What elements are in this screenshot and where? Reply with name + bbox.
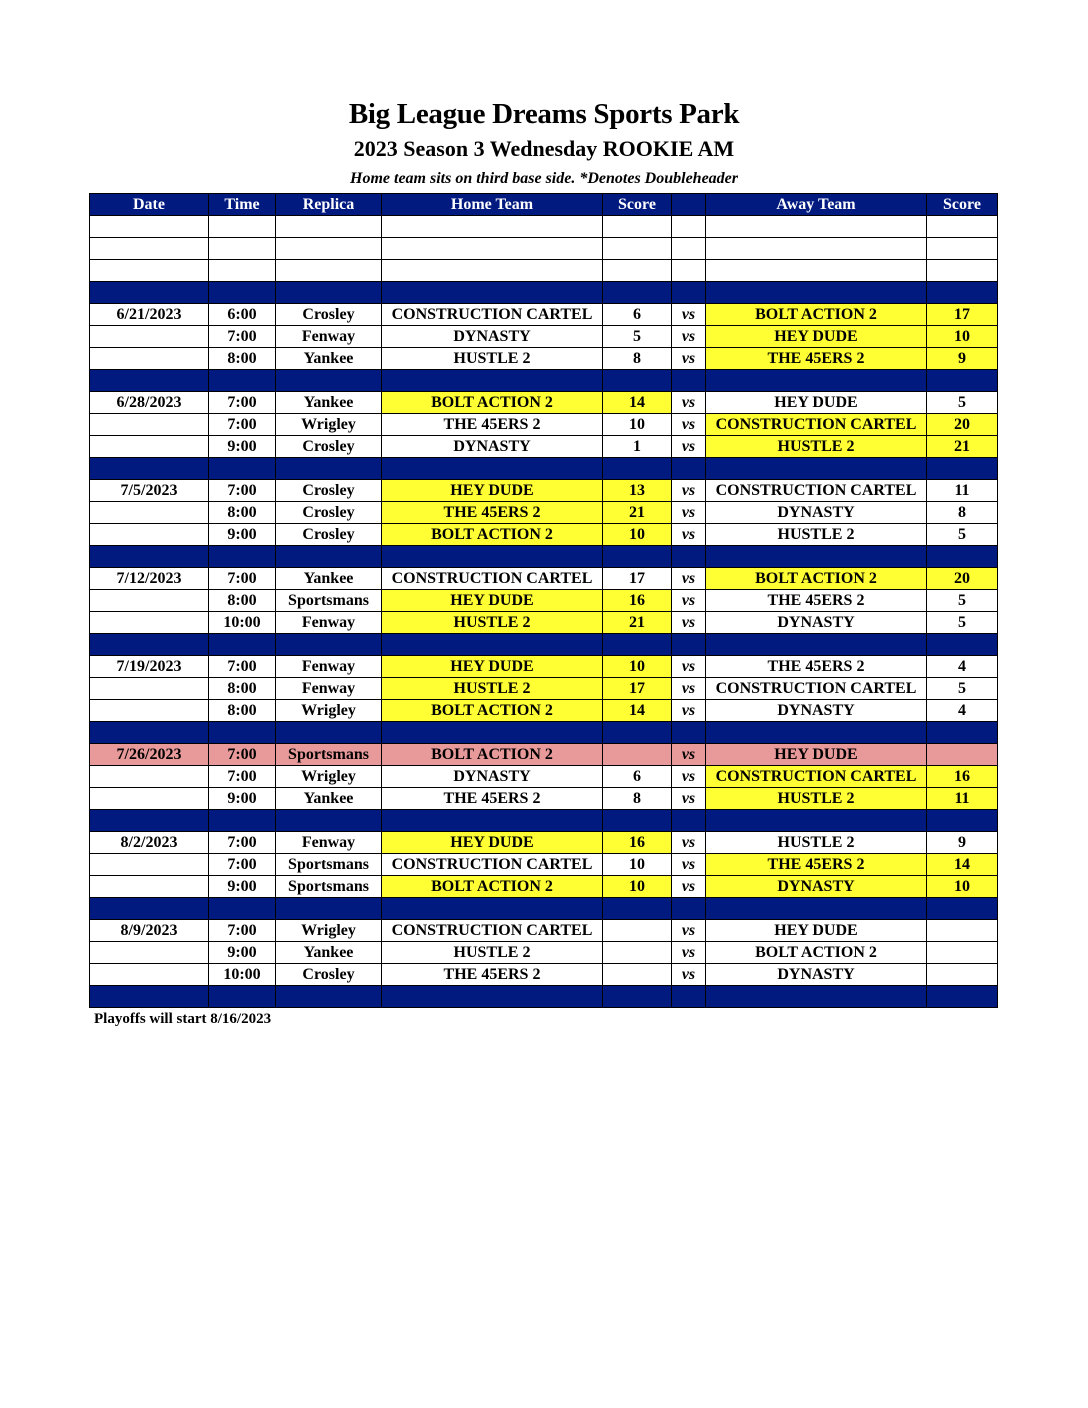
home-team: DYNASTY: [382, 766, 603, 788]
game-time: 7:00: [209, 656, 276, 678]
home-score: 6: [603, 766, 672, 788]
away-score: 10: [927, 326, 998, 348]
game-field: Fenway: [276, 656, 382, 678]
away-score: [927, 920, 998, 942]
vs-label: vs: [672, 568, 706, 590]
home-team: DYNASTY: [382, 326, 603, 348]
game-field: Fenway: [276, 678, 382, 700]
game-date: 7/5/2023: [90, 480, 209, 502]
game-field: Yankee: [276, 392, 382, 414]
home-team: HEY DUDE: [382, 480, 603, 502]
home-score: [603, 744, 672, 766]
away-team: HUSTLE 2: [706, 524, 927, 546]
game-date: [90, 678, 209, 700]
game-time: 7:00: [209, 480, 276, 502]
away-score: 5: [927, 590, 998, 612]
game-row: [90, 744, 998, 766]
page-subtitle: 2023 Season 3 Wednesday ROOKIE AM: [353, 136, 735, 161]
home-team: HEY DUDE: [382, 590, 603, 612]
game-date: 8/2/2023: [90, 832, 209, 854]
game-row: [90, 480, 998, 502]
away-team: CONSTRUCTION CARTEL: [706, 766, 927, 788]
away-team: HEY DUDE: [706, 392, 927, 414]
away-team: HUSTLE 2: [706, 436, 927, 458]
game-field: Yankee: [276, 568, 382, 590]
home-score: 5: [603, 326, 672, 348]
home-score: [603, 964, 672, 986]
game-field: Crosley: [276, 524, 382, 546]
game-date: 6/28/2023: [90, 392, 209, 414]
home-score: 10: [603, 656, 672, 678]
game-time: 9:00: [209, 524, 276, 546]
game-field: Crosley: [276, 964, 382, 986]
game-date: 7/19/2023: [90, 656, 209, 678]
vs-label: vs: [672, 700, 706, 722]
game-time: 10:00: [209, 964, 276, 986]
game-row: [90, 348, 998, 370]
game-row: [90, 568, 998, 590]
game-date: [90, 326, 209, 348]
game-time: 7:00: [209, 414, 276, 436]
game-field: Fenway: [276, 832, 382, 854]
away-score: 21: [927, 436, 998, 458]
game-field: Wrigley: [276, 700, 382, 722]
game-date: [90, 414, 209, 436]
vs-label: vs: [672, 436, 706, 458]
game-field: Wrigley: [276, 920, 382, 942]
home-team: CONSTRUCTION CARTEL: [382, 304, 603, 326]
home-score: 8: [603, 348, 672, 370]
game-row: [90, 392, 998, 414]
game-time: 9:00: [209, 876, 276, 898]
home-score: [603, 920, 672, 942]
away-team: DYNASTY: [706, 964, 927, 986]
game-time: 7:00: [209, 392, 276, 414]
schedule-table: [89, 193, 998, 1008]
home-team: BOLT ACTION 2: [382, 392, 603, 414]
vs-label: vs: [672, 942, 706, 964]
vs-label: vs: [672, 524, 706, 546]
game-date: [90, 502, 209, 524]
game-field: Crosley: [276, 436, 382, 458]
away-team: BOLT ACTION 2: [706, 304, 927, 326]
vs-label: vs: [672, 964, 706, 986]
vs-label: vs: [672, 502, 706, 524]
home-team: CONSTRUCTION CARTEL: [382, 920, 603, 942]
game-time: 8:00: [209, 502, 276, 524]
home-score: 21: [603, 502, 672, 524]
home-team: HEY DUDE: [382, 656, 603, 678]
away-team: BOLT ACTION 2: [706, 568, 927, 590]
game-time: 8:00: [209, 700, 276, 722]
separator-row: [90, 546, 998, 568]
col-home-score: Score: [603, 194, 672, 216]
game-row: [90, 304, 998, 326]
game-time: 7:00: [209, 854, 276, 876]
separator-row: [90, 810, 998, 832]
away-score: 4: [927, 656, 998, 678]
separator-row: [90, 898, 998, 920]
vs-label: vs: [672, 612, 706, 634]
col-time: Time: [209, 194, 276, 216]
game-field: Sportsmans: [276, 876, 382, 898]
game-field: Wrigley: [276, 414, 382, 436]
game-time: 10:00: [209, 612, 276, 634]
game-field: Yankee: [276, 348, 382, 370]
vs-label: vs: [672, 832, 706, 854]
schedule-note: Home team sits on third base side. *Denotes Doubleheader: [350, 170, 738, 187]
game-time: 6:00: [209, 304, 276, 326]
home-team: HUSTLE 2: [382, 348, 603, 370]
away-score: 5: [927, 392, 998, 414]
blank-row: [90, 216, 998, 238]
game-field: Crosley: [276, 480, 382, 502]
vs-label: vs: [672, 414, 706, 436]
game-field: Fenway: [276, 326, 382, 348]
away-team: THE 45ERS 2: [706, 590, 927, 612]
away-score: 17: [927, 304, 998, 326]
col-date: Date: [90, 194, 209, 216]
game-date: 7/26/2023: [90, 744, 209, 766]
blank-row: [90, 260, 998, 282]
game-date: [90, 942, 209, 964]
home-team: BOLT ACTION 2: [382, 876, 603, 898]
vs-label: vs: [672, 304, 706, 326]
home-team: CONSTRUCTION CARTEL: [382, 854, 603, 876]
game-date: 6/21/2023: [90, 304, 209, 326]
game-field: Sportsmans: [276, 744, 382, 766]
home-team: DYNASTY: [382, 436, 603, 458]
away-score: 10: [927, 876, 998, 898]
home-score: 16: [603, 590, 672, 612]
game-row: [90, 502, 998, 524]
game-field: Sportsmans: [276, 854, 382, 876]
home-team: BOLT ACTION 2: [382, 700, 603, 722]
game-field: Crosley: [276, 304, 382, 326]
game-date: [90, 524, 209, 546]
game-row: [90, 942, 998, 964]
vs-label: vs: [672, 326, 706, 348]
away-score: 20: [927, 414, 998, 436]
home-team: THE 45ERS 2: [382, 788, 603, 810]
vs-label: vs: [672, 744, 706, 766]
game-field: Sportsmans: [276, 590, 382, 612]
away-team: DYNASTY: [706, 700, 927, 722]
away-team: HUSTLE 2: [706, 788, 927, 810]
vs-label: vs: [672, 788, 706, 810]
home-score: 6: [603, 304, 672, 326]
away-team: CONSTRUCTION CARTEL: [706, 414, 927, 436]
away-team: CONSTRUCTION CARTEL: [706, 480, 927, 502]
game-time: 9:00: [209, 788, 276, 810]
away-team: HEY DUDE: [706, 744, 927, 766]
home-score: 17: [603, 568, 672, 590]
vs-label: vs: [672, 854, 706, 876]
game-time: 7:00: [209, 920, 276, 942]
game-row: [90, 524, 998, 546]
vs-label: vs: [672, 678, 706, 700]
vs-label: vs: [672, 590, 706, 612]
vs-label: vs: [672, 348, 706, 370]
vs-label: vs: [672, 656, 706, 678]
home-team: HUSTLE 2: [382, 678, 603, 700]
game-date: [90, 876, 209, 898]
home-score: 1: [603, 436, 672, 458]
game-time: 7:00: [209, 832, 276, 854]
col-away-score: Score: [927, 194, 998, 216]
blank-row: [90, 238, 998, 260]
game-time: 9:00: [209, 436, 276, 458]
vs-label: vs: [672, 766, 706, 788]
away-team: CONSTRUCTION CARTEL: [706, 678, 927, 700]
away-score: 14: [927, 854, 998, 876]
page-title: Big League Dreams Sports Park: [348, 98, 740, 130]
game-date: [90, 436, 209, 458]
away-team: HEY DUDE: [706, 326, 927, 348]
home-score: 13: [603, 480, 672, 502]
home-score: 10: [603, 854, 672, 876]
separator-row: [90, 282, 998, 304]
away-score: 16: [927, 766, 998, 788]
away-score: 8: [927, 502, 998, 524]
game-row: [90, 436, 998, 458]
separator-row: [90, 634, 998, 656]
game-time: 7:00: [209, 326, 276, 348]
game-row: [90, 832, 998, 854]
game-row: [90, 326, 998, 348]
vs-label: vs: [672, 392, 706, 414]
home-team: BOLT ACTION 2: [382, 524, 603, 546]
game-row: [90, 678, 998, 700]
col-away-team: Away Team: [706, 194, 927, 216]
game-row: [90, 656, 998, 678]
separator-row: [90, 370, 998, 392]
game-date: 8/9/2023: [90, 920, 209, 942]
game-row: [90, 920, 998, 942]
game-row: [90, 964, 998, 986]
col-home-team: Home Team: [382, 194, 603, 216]
home-score: 10: [603, 524, 672, 546]
away-score: 20: [927, 568, 998, 590]
game-date: [90, 612, 209, 634]
game-row: [90, 414, 998, 436]
game-time: 8:00: [209, 678, 276, 700]
game-date: [90, 700, 209, 722]
away-score: 9: [927, 832, 998, 854]
game-date: [90, 854, 209, 876]
separator-row: [90, 986, 998, 1008]
game-row: [90, 612, 998, 634]
home-score: 10: [603, 876, 672, 898]
home-score: 17: [603, 678, 672, 700]
game-time: 7:00: [209, 744, 276, 766]
home-score: 21: [603, 612, 672, 634]
game-row: [90, 766, 998, 788]
away-team: BOLT ACTION 2: [706, 942, 927, 964]
away-score: 5: [927, 524, 998, 546]
away-team: THE 45ERS 2: [706, 656, 927, 678]
game-date: [90, 964, 209, 986]
vs-label: vs: [672, 876, 706, 898]
game-field: Crosley: [276, 502, 382, 524]
game-field: Wrigley: [276, 766, 382, 788]
col-replica: Replica: [276, 194, 382, 216]
game-field: Yankee: [276, 942, 382, 964]
home-score: 14: [603, 392, 672, 414]
game-date: [90, 788, 209, 810]
away-team: HUSTLE 2: [706, 832, 927, 854]
header-row: [90, 194, 998, 216]
game-date: [90, 590, 209, 612]
home-score: 16: [603, 832, 672, 854]
away-team: THE 45ERS 2: [706, 854, 927, 876]
home-team: THE 45ERS 2: [382, 502, 603, 524]
separator-row: [90, 722, 998, 744]
away-team: DYNASTY: [706, 502, 927, 524]
home-team: HUSTLE 2: [382, 612, 603, 634]
away-score: [927, 744, 998, 766]
away-score: 11: [927, 480, 998, 502]
home-score: 10: [603, 414, 672, 436]
game-row: [90, 876, 998, 898]
game-field: Fenway: [276, 612, 382, 634]
game-time: 8:00: [209, 348, 276, 370]
away-score: 9: [927, 348, 998, 370]
away-team: DYNASTY: [706, 876, 927, 898]
vs-label: vs: [672, 480, 706, 502]
home-team: THE 45ERS 2: [382, 964, 603, 986]
game-time: 8:00: [209, 590, 276, 612]
playoffs-note: Playoffs will start 8/16/2023: [94, 1011, 272, 1027]
game-row: [90, 700, 998, 722]
separator-row: [90, 458, 998, 480]
away-team: THE 45ERS 2: [706, 348, 927, 370]
vs-label: vs: [672, 920, 706, 942]
game-date: [90, 766, 209, 788]
home-team: HUSTLE 2: [382, 942, 603, 964]
game-time: 9:00: [209, 942, 276, 964]
away-team: HEY DUDE: [706, 920, 927, 942]
col-vs: [672, 194, 706, 216]
game-field: Yankee: [276, 788, 382, 810]
home-team: CONSTRUCTION CARTEL: [382, 568, 603, 590]
home-team: BOLT ACTION 2: [382, 744, 603, 766]
game-row: [90, 788, 998, 810]
away-score: 4: [927, 700, 998, 722]
home-score: 14: [603, 700, 672, 722]
away-score: [927, 942, 998, 964]
away-team: DYNASTY: [706, 612, 927, 634]
away-score: 5: [927, 612, 998, 634]
home-score: 8: [603, 788, 672, 810]
away-score: [927, 964, 998, 986]
game-row: [90, 854, 998, 876]
game-date: 7/12/2023: [90, 568, 209, 590]
game-row: [90, 590, 998, 612]
away-score: 5: [927, 678, 998, 700]
game-time: 7:00: [209, 766, 276, 788]
game-date: [90, 348, 209, 370]
away-score: 11: [927, 788, 998, 810]
home-score: [603, 942, 672, 964]
game-time: 7:00: [209, 568, 276, 590]
home-team: HEY DUDE: [382, 832, 603, 854]
home-team: THE 45ERS 2: [382, 414, 603, 436]
